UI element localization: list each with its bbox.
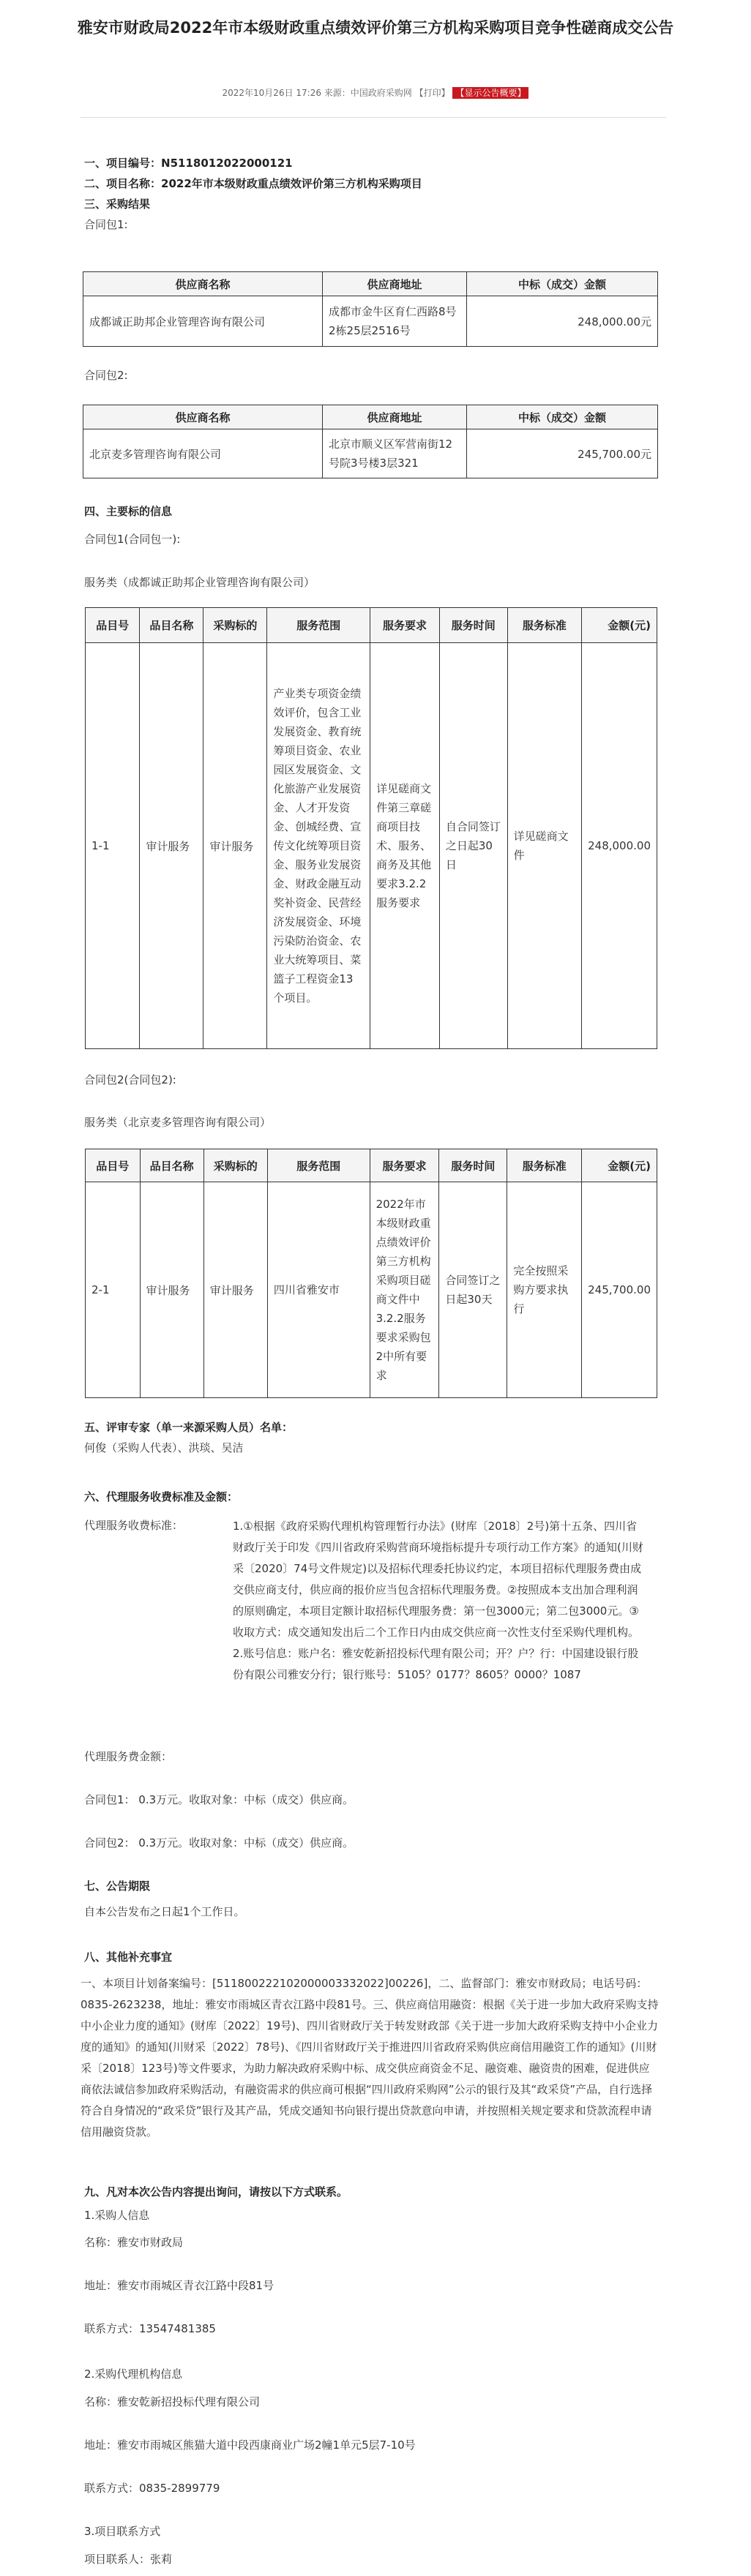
col-supplier-address: 供应商地址: [323, 405, 467, 429]
package-1-sub-label: 合同包1(合同包一):: [84, 533, 181, 546]
section-fee: 六、代理服务收费标准及金额：: [84, 1490, 239, 1503]
col-subject: 采购标的: [203, 1149, 267, 1182]
project-contact-heading: 3.项目联系方式: [84, 2525, 161, 2538]
col-price: 金额(元): [582, 608, 657, 643]
col-item-name: 品目名称: [140, 1149, 203, 1182]
col-requirement: 服务要求: [370, 1149, 439, 1182]
project-contact-person: 项目联系人：张莉: [84, 2553, 173, 2566]
col-time: 服务时间: [439, 1149, 507, 1182]
section-results: 三、采购结果: [84, 198, 151, 211]
fee-standard-label: 代理服务收费标准：: [84, 1519, 184, 1532]
other-text: 一、本项目计划备案编号：[511800222102000003332022]00226]，二、监督部门：雅安市财政局；电话号码：0835-2623238，地址：雅安市雨城区青衣江路中段81号。三、供应商信用融资：根据《关于进一步加大政府采购支持中小企业力度的通知》(财库〔2022〕19号)、四川省财政厅关于转发财政部《关于进一步加大政府采购支持中小企业力度的通知》的通知(川财采〔2022〕78号)、《四川省财政厅关于推进四川省政府采购供应商信用融资工作的通知》(川财采〔2018〕123号)等文件要求，为助力解决政府采购中标、成交供应商资金不足、融资难、融资贵的困难，促进供应商依法诚信参加政府采购活动，有融资需求的供应商可根据“四川政府采购网”公示的银行及其“政采贷”产品，自行选择符合自身情况的“政采贷”银行及其产品，凭成交通知书向银行提出贷款意向申请，并按照相关规定要求和贷款流程申请信用融资贷款。: [81, 1977, 659, 2138]
section-items: 四、主要标的信息: [84, 505, 173, 518]
col-standard: 服务标准: [507, 608, 581, 643]
item-standard: 详见磋商文件: [507, 643, 581, 1049]
project-name-value: 2022年市本级财政重点绩效评价第三方机构采购项目: [161, 177, 422, 190]
col-standard: 服务标准: [507, 1149, 582, 1182]
print-link[interactable]: 【打印】: [414, 88, 450, 98]
col-item-no: 品目号: [86, 608, 140, 643]
col-supplier-address: 供应商地址: [323, 272, 467, 296]
result-table-1: [83, 271, 658, 347]
col-requirement: 服务要求: [370, 608, 440, 643]
item-no: 2-1: [86, 1182, 141, 1398]
fee-standard-text: 1.①根据《政府采购代理机构管理暂行办法》(财库〔2018〕2号)第十五条、四川省财政厅关于印发《四川省政府采购营商环境指标提升专项行动工作方案》的通知(川财采〔2020〕74号文件规定)以及招标代理委托协议约定，本项目招标代理服务费由成交供应商支付，供应商的报价应当包含招标代理服务费。②按照成本支出加合理利润的原则确定，本项目定额计取招标代理服务费：第一包3000元；第二包3000元。③收取方式：成交通知发出后二个工作日内由成交供应商一次性支付至采购代理机构。2.账号信息：账户名：雅安乾新招投标代理有限公司；开？户？行：中国建设银行股份有限公司雅安分行；银行账号：5105？0177？8605？0000？1087: [233, 1520, 643, 1681]
supplier-name: 北京麦多管理咨询有限公司: [83, 429, 323, 478]
col-item-name: 品目名称: [140, 608, 203, 643]
project-name: 二、项目名称：2022年市本级财政重点绩效评价第三方机构采购项目: [84, 177, 422, 190]
item-price: 245,700.00: [582, 1182, 657, 1398]
item-name: 审计服务: [140, 1182, 203, 1398]
col-scope: 服务范围: [267, 608, 370, 643]
package-1-label: 合同包1:: [84, 218, 128, 231]
service-type-1: 服务类（成都诚正助邦企业管理咨询有限公司）: [84, 576, 315, 589]
col-subject: 采购标的: [203, 608, 267, 643]
item-no: 1-1: [86, 643, 140, 1049]
item-standard: 完全按照采购方要求执行: [507, 1182, 582, 1398]
project-number-value: N5118012022000121: [161, 157, 293, 170]
purchaser-heading: 1.采购人信息: [84, 2209, 150, 2222]
item-name: 审计服务: [140, 643, 203, 1049]
purchaser-phone: 联系方式：13547481385: [84, 2322, 216, 2335]
item-subject: 审计服务: [203, 643, 267, 1049]
expert-list: 何俊（采购人代表）、洪琰、吴洁: [84, 1441, 244, 1454]
fee-amount-label: 代理服务费金额：: [84, 1750, 173, 1763]
purchaser-name: 名称：雅安市财政局: [84, 2236, 184, 2249]
item-table-2: [85, 1149, 657, 1398]
col-amount: 中标（成交）金额: [467, 405, 658, 429]
purchaser-address: 地址：雅安市雨城区青衣江路中段81号: [84, 2279, 274, 2292]
col-supplier-name: 供应商名称: [83, 405, 323, 429]
fee-package-2: 合同包2： 0.3万元。收取对象：中标（成交）供应商。: [84, 1836, 354, 1850]
award-amount: 248,000.00元: [467, 296, 658, 347]
item-table-1: [85, 607, 657, 1049]
publish-info: 2022年10月26日 17:26 来源：中国政府采购网: [222, 88, 412, 98]
agency-address: 地址：雅安市雨城区熊猫大道中段西康商业广场2幢1单元5层7-10号: [84, 2438, 416, 2452]
item-scope: 四川省雅安市: [267, 1182, 370, 1398]
period-text: 自本公告发布之日起1个工作日。: [84, 1905, 245, 1918]
meta-line: [0, 86, 751, 99]
section-experts: 五、评审专家（单一来源采购人员）名单：: [84, 1421, 294, 1434]
summary-badge[interactable]: 【显示公告概要】: [452, 87, 528, 99]
result-table-2: [83, 405, 658, 478]
section-contact: 九、凡对本次公告内容提出询问，请按以下方式联系。: [84, 2185, 348, 2198]
package-2-sub-label: 合同包2(合同包2):: [84, 1073, 176, 1086]
item-requirement: 详见磋商文件第三章磋商项目技术、服务、商务及其他要求3.2.2服务要求: [370, 643, 440, 1049]
supplier-name: 成都诚正助邦企业管理咨询有限公司: [83, 296, 323, 347]
item-time: 自合同签订之日起30日: [439, 643, 507, 1049]
package-2-label: 合同包2:: [84, 369, 128, 382]
col-amount: 中标（成交）金额: [467, 272, 658, 296]
agency-name: 名称：雅安乾新招投标代理有限公司: [84, 2395, 261, 2408]
section-other: 八、其他补充事宜: [84, 1950, 173, 1964]
fee-package-1: 合同包1： 0.3万元。收取对象：中标（成交）供应商。: [84, 1793, 354, 1806]
item-subject: 审计服务: [203, 1182, 267, 1398]
supplier-address: 北京市顺义区军营南街12号院3号楼3层321: [323, 429, 467, 478]
col-supplier-name: 供应商名称: [83, 272, 323, 296]
supplier-address: 成都市金牛区育仁西路8号2栋25层2516号: [323, 296, 467, 347]
page-title: 雅安市财政局2022年市本级财政重点绩效评价第三方机构采购项目竞争性磋商成交公告: [77, 19, 674, 37]
col-time: 服务时间: [439, 608, 507, 643]
item-time: 合同签订之日起30天: [439, 1182, 507, 1398]
award-amount: 245,700.00元: [467, 429, 658, 478]
divider: [81, 117, 666, 118]
agency-phone: 联系方式：0835-2899779: [84, 2482, 220, 2495]
item-price: 248,000.00: [582, 643, 657, 1049]
col-item-no: 品目号: [86, 1149, 141, 1182]
section-period: 七、公告期限: [84, 1880, 151, 1893]
col-scope: 服务范围: [267, 1149, 370, 1182]
item-requirement: 2022年市本级财政重点绩效评价第三方机构采购项目磋商文件中3.2.2服务要求采购包2中所有要求: [370, 1182, 439, 1398]
project-number: 一、项目编号：N5118012022000121: [84, 157, 293, 170]
service-type-2: 服务类（北京麦多管理咨询有限公司）: [84, 1116, 272, 1129]
agency-heading: 2.采购代理机构信息: [84, 2367, 183, 2381]
col-price: 金额(元): [582, 1149, 657, 1182]
item-scope: 产业类专项资金绩效评价，包含工业发展资金、教育统筹项目资金、农业园区发展资金、文化旅游产业发展资金、人才开发资金、创城经费、宣传文化统筹项目资金、服务业发展资金、财政金融互动奖补资金、民营经济发展资金、环境污染防治资金、农业大统筹项目、菜篮子工程资金13个项目。: [267, 643, 370, 1049]
